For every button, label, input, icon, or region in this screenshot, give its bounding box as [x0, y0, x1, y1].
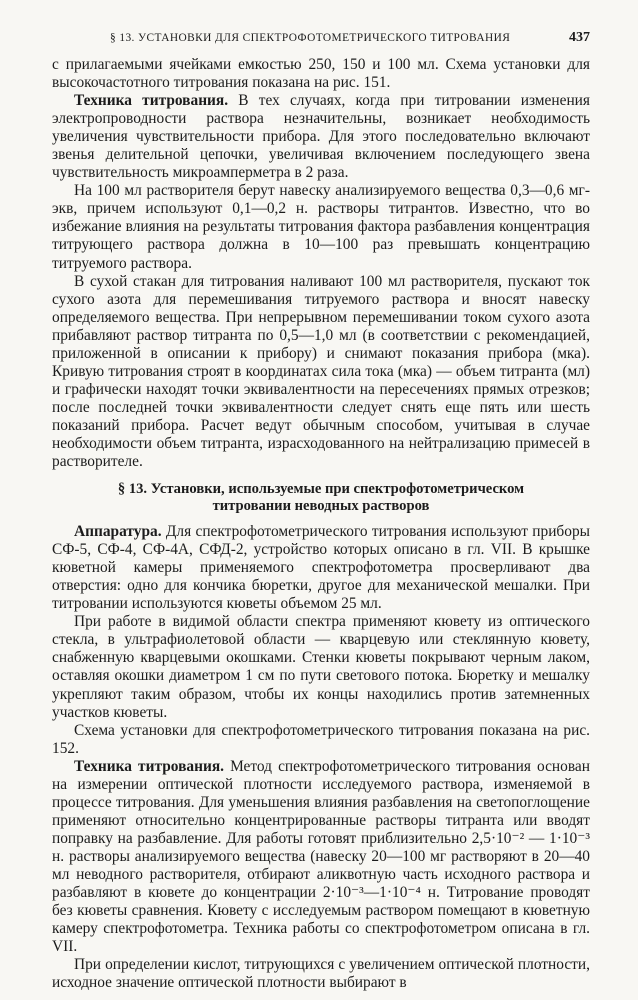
body-text-after	[52, 523, 590, 992]
section-heading-line: титровании неводных растворов	[212, 498, 430, 515]
body-text-before	[52, 56, 590, 471]
paragraph: Техника титрования. Метод спектрофотометрического титрования основан на измерении оптической плотности исследуемого раствора, изменяемой в процессе титрования. Для уменьшения влияния разбавления на светопоглощение применяют относительно концентрированные растворы титранта или вводят поправку на разбавление. Для работы готовят приблизительно 2,5·10⁻² — 1·10⁻³ н. растворы анализируемого вещества (навеску 20—100 мг растворяют в 20—40 мл неводного растворителя, отбирают аликвотную часть исходного раствора и разбавляют в кювете до концентрации 2·10⁻³—1·10⁻⁴ н. Титрование проводят без кюветы сравнения. Кювету с исследуемым раствором помещают в кюветную камеру спектрофотометра. Техника работы со спектрофотометром описана в гл. VII.	[52, 757, 590, 956]
paragraph: При определении кислот, титрующихся с увеличением оптической плотности, исходное значение оптической плотности выбирают в	[52, 956, 590, 992]
page-number: 437	[569, 30, 590, 45]
paragraph: Схема установки для спектрофотометрического титрования показана на рис. 152.	[52, 721, 590, 757]
paragraph-lead: Техника титрования.	[74, 92, 229, 110]
paragraph: с прилагаемыми ячейками емкостью 250, 150 и 100 мл. Схема установки для высокочастотного титрования показана на рис. 151.	[52, 56, 590, 92]
paragraph: В сухой стакан для титрования наливают 100 мл растворителя, пускают ток сухого азота для перемешивания титруемого раствора и вносят навеску определяемого вещества. При непрерывном перемешивании током сухого азота прибавляют раствор титранта по 0,5—1,0 мл (в соответствии с рекомендацией, приложенной в описании к прибору) и снимают показания прибора (мка). Кривую титрования строят в координатах сила тока (мка) — объем титранта (мл) и графически находят точки эквивалентности на пересечениях прямых отрезков; после последней точки эквивалентности следует снять еще пять или шесть показаний прибора. Расчет ведут обычным способом, учитывая в случае необходимости объем титранта, израсходованного на нейтрализацию примесей в растворителе.	[52, 272, 590, 471]
paragraph-lead: Техника титрования.	[74, 757, 224, 775]
paragraph: На 100 мл растворителя берут навеску анализируемого вещества 0,3—0,6 мг-экв, причем используют 0,1—0,2 н. растворы титрантов. Известно, что во избежание влияния на результаты титрования фактора разбавления концентрация титрующего раствора должна в 10—100 раз превышать концентрацию титруемого раствора.	[52, 182, 590, 272]
section-heading	[52, 481, 590, 515]
running-head-title: § 13. УСТАНОВКИ ДЛЯ СПЕКТРОФОТОМЕТРИЧЕСКОГО ТИТРОВАНИЯ	[110, 32, 511, 44]
paragraph: Техника титрования. В тех случаях, когда при титровании изменения электропроводности раствора незначительны, возникает необходимость увеличения чувствительности прибора. Для этого последовательно включают звенья делительной цепочки, увеличивая включением последующего звена чувствительность микроамперметра в 2 раза.	[52, 92, 590, 182]
paragraph-lead: Аппаратура.	[74, 523, 162, 541]
paragraph: Аппаратура. Для спектрофотометрического титрования используют приборы СФ-5, СФ-4, СФ-4А, СФД-2, устройство которых описано в гл. VII. В крышке кюветной камеры применяемого спектрофотометра просверливают два отверстия: одно для кончика бюретки, другое для механической мешалки. При титровании используются кюветы объемом 25 мл.	[52, 523, 590, 613]
running-head	[52, 30, 590, 46]
paragraph: При работе в видимой области спектра применяют кювету из оптического стекла, в ультрафиолетовой области — кварцевую или стеклянную кювету, снабженную кварцевыми окошками. Стенки кюветы покрывают черным лаком, оставляя окошки диаметром 1 см по пути светового потока. Бюретку и мешалку укрепляют таким образом, чтобы их концы находились против затемненных участков кюветы.	[52, 613, 590, 721]
section-heading-line: § 13. Установки, используемые при спектрофотометрическом	[117, 481, 525, 498]
